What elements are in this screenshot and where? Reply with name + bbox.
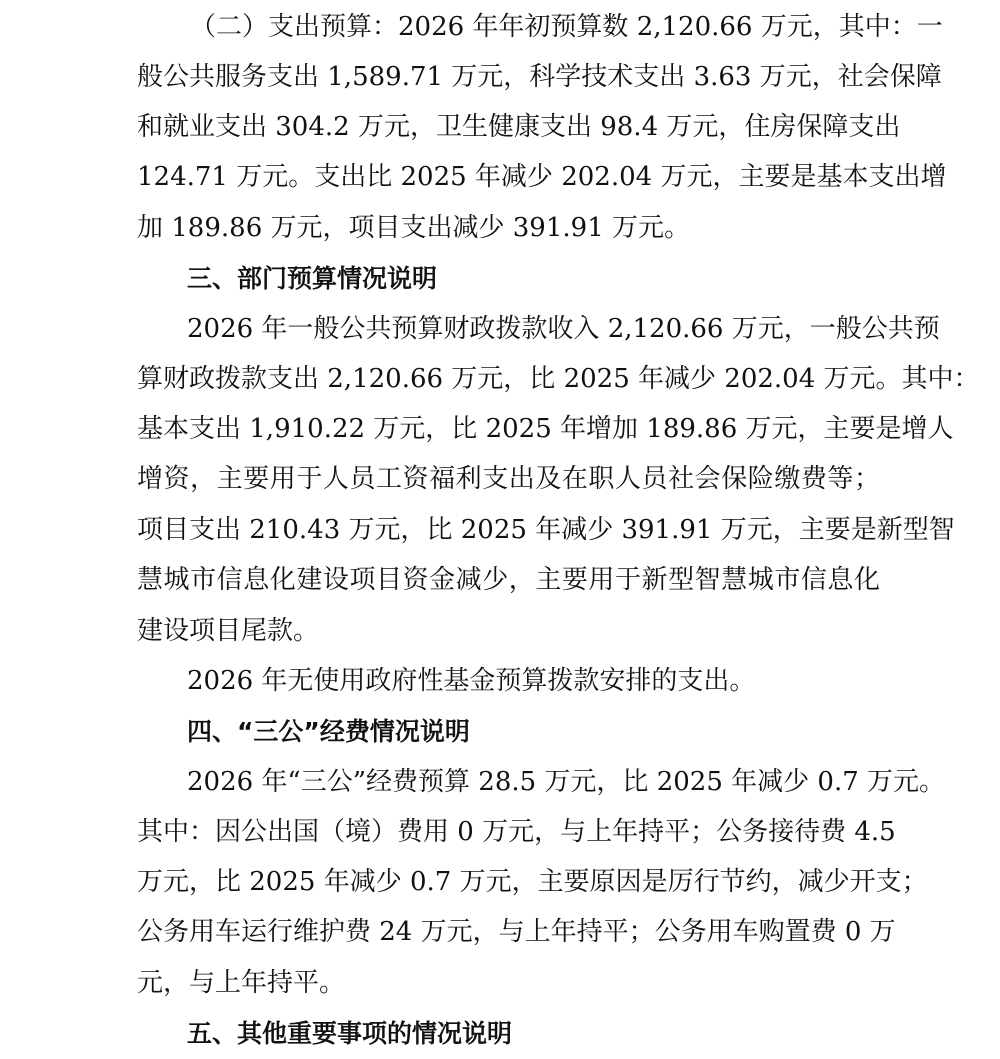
paragraph-line: 2026 年“三公”经费预算 28.5 万元，比 2025 年减少 0.7 万元。 [187,767,946,797]
paragraph-line: 般公共服务支出 1,589.71 万元，科学技术支出 3.63 万元，社会保障 [137,62,942,92]
paragraph-line: 和就业支出 304.2 万元，卫生健康支出 98.4 万元，住房保障支出 [137,112,901,142]
paragraph-line: 2026 年一般公共预算财政拨款收入 2,120.66 万元，一般公共预 [187,314,940,344]
paragraph-line: 增资，主要用于人员工资福利支出及在职人员社会保险缴费等； [137,464,880,494]
paragraph-line: 项目支出 210.43 万元，比 2025 年减少 391.91 万元，主要是新型智 [137,515,955,545]
section-heading: 三、部门预算情况说明 [187,264,438,293]
paragraph-line: 其中：因公出国（境）费用 0 万元，与上年持平；公务接待费 4.5 [137,817,896,847]
paragraph-line: 2026 年无使用政府性基金预算拨款安排的支出。 [187,666,756,696]
paragraph-line: 基本支出 1,910.22 万元，比 2025 年增加 189.86 万元，主要是增人 [137,414,954,444]
paragraph-line: 慧城市信息化建设项目资金减少，主要用于新型智慧城市信息化 [137,565,880,595]
paragraph-line: 加 189.86 万元，项目支出减少 391.91 万元。 [137,213,691,243]
paragraph-line: 算财政拨款支出 2,120.66 万元，比 2025 年减少 202.04 万元。其中： [137,364,980,394]
paragraph-line: 124.71 万元。支出比 2025 年减少 202.04 万元，主要是基本支出增 [137,162,947,192]
section-heading: 四、“三公”经费情况说明 [187,717,470,746]
paragraph-line: 元，与上年持平。 [137,968,346,998]
paragraph-line: 建设项目尾款。 [137,616,320,646]
paragraph-line: （二）支出预算：2026 年年初预算数 2,120.66 万元，其中：一 [190,12,943,42]
section-heading: 五、其他重要事项的情况说明 [187,1019,513,1048]
paragraph-line: 万元，比 2025 年减少 0.7 万元，主要原因是厉行节约，减少开支； [137,867,928,897]
paragraph-line: 公务用车运行维护费 24 万元，与上年持平；公务用车购置费 0 万 [137,917,896,947]
